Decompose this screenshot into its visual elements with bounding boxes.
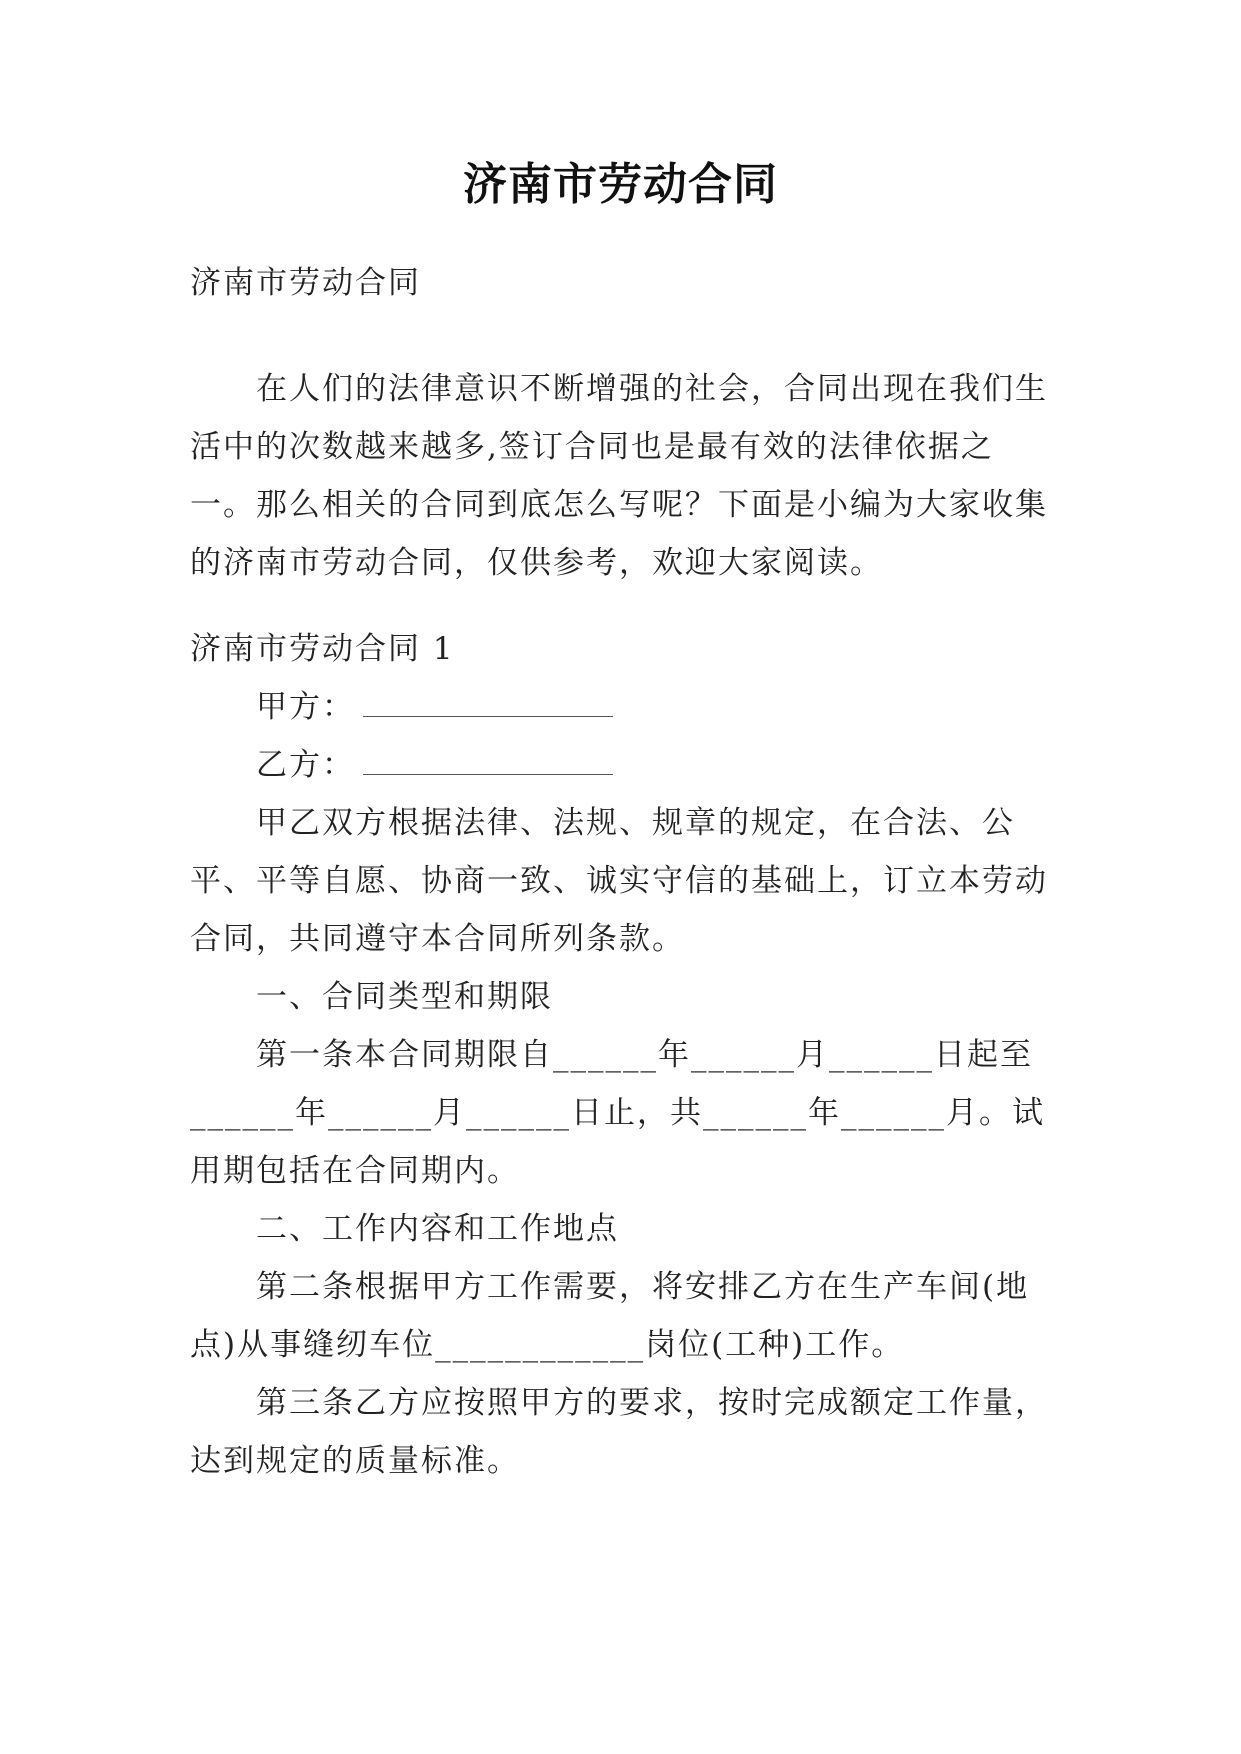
party-b-label: 乙方： bbox=[256, 747, 355, 783]
heading-contract-type: 一、合同类型和期限 bbox=[256, 979, 553, 1015]
party-a-label: 甲方： bbox=[256, 689, 355, 725]
party-a-line bbox=[256, 678, 613, 736]
intro-paragraph: 在人们的法律意识不断增强的社会，合同出现在我们生活中的次数越来越多,签订合同也是最有效的法律依据之一。那么相关的合同到底怎么写呢？下面是小编为大家收集的济南市劳动合同，仅供参考，欢迎大家阅读。 bbox=[190, 371, 1048, 581]
article-2-paragraph: 第二条根据甲方工作需要，将安排乙方在生产车间(地点)从事缝纫车位____________岗位(工种)工作。 bbox=[190, 1269, 1030, 1363]
article-3-paragraph: 第三条乙方应按照甲方的要求，按时完成额定工作量，达到规定的质量标准。 bbox=[190, 1385, 1048, 1479]
party-b-line bbox=[256, 736, 613, 794]
preamble-paragraph: 甲乙双方根据法律、法规、规章的规定，在合法、公平、平等自愿、协商一致、诚实守信的基础上，订立本劳动合同，共同遵守本合同所列条款。 bbox=[190, 805, 1048, 957]
heading-work-content: 二、工作内容和工作地点 bbox=[256, 1211, 619, 1247]
document-title: 济南市劳动合同 bbox=[463, 159, 778, 210]
party-a-blank bbox=[363, 690, 613, 717]
party-b-blank bbox=[363, 748, 613, 775]
document-subtitle: 济南市劳动合同 bbox=[190, 265, 421, 301]
section-heading: 济南市劳动合同 1 bbox=[190, 631, 455, 667]
article-1-paragraph: 第一条本合同期限自______年______月______日起至______年______月______日止，共______年______月。试用期包括在合同期内。 bbox=[190, 1037, 1045, 1189]
